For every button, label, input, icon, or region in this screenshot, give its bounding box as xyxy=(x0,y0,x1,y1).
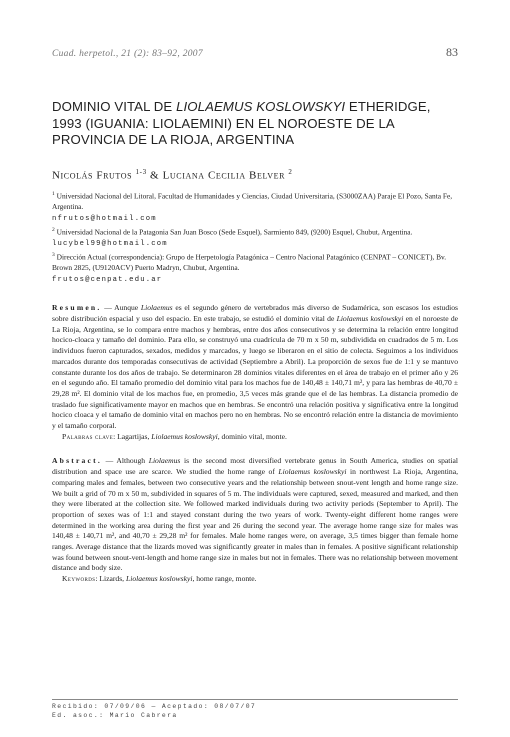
abstract-label: Abstract. xyxy=(52,456,102,466)
species-name: Liolaemus koslowskyi xyxy=(336,314,404,324)
title-species: LIOLAEMUS KOSLOWSKYI xyxy=(176,99,346,114)
author-second: Luciana Cecilia Belver xyxy=(162,169,286,182)
abstract-text: — Although xyxy=(101,456,149,466)
species-name: Liolaemus koslowskyi xyxy=(125,574,193,584)
article-title xyxy=(52,99,458,149)
resumen-text: es el segundo género de vertebrados más diverso de Sudamérica, son escasos los estudios sobre distribución espacial y uso del espacio. En este trabajo, se estudió el dominio vital de xyxy=(52,303,458,324)
author-second-affil: 2 xyxy=(288,167,293,176)
running-head xyxy=(52,0,458,60)
affiliation-number: 1 xyxy=(52,191,55,198)
keywords-text: : Lizards, xyxy=(95,574,126,584)
affiliation-text: Dirección Actual (correspondencia): Grupo de Herpetología Patagónica – Centro Nacional Patagónico (CENPAT – CONICET), Bv. Brown 2825, (U9120ACV) Puerto Madryn, Chubut, Argentina. xyxy=(52,252,447,273)
affiliation-text: Universidad Nacional de la Patagonia San Juan Bosco (Sede Esquel), Sarmiento 849, (9200) Esquel, Chubut, Argentina. xyxy=(56,227,413,237)
affiliation-3 xyxy=(52,250,458,285)
affiliation-2 xyxy=(52,225,458,250)
genus-name: Liolaemus xyxy=(148,456,181,466)
affiliation-email[interactable]: frutos@cenpat.edu.ar xyxy=(52,275,163,284)
footer-rule xyxy=(52,699,458,700)
species-name: Liolaemus koslowskyi xyxy=(278,467,347,477)
palabras-clave xyxy=(62,432,458,443)
genus-name: Liolaemus xyxy=(140,303,173,313)
affiliation-1 xyxy=(52,189,458,224)
title-suffix: ETHERIDGE, 1993 (IGUANIA: LIOLAEMINI) EN EL NOROESTE DE LA PROVINCIA DE LA RIOJA, ARGENTINA xyxy=(52,99,431,147)
received-accepted: Recibido: 07/09/06 — Aceptado: 08/07/07 xyxy=(52,703,257,710)
author-separator: & xyxy=(150,169,160,182)
author-first-affil: 1-3 xyxy=(135,167,147,176)
keywords-text: , home range, monte. xyxy=(192,574,257,584)
resumen-paragraph xyxy=(52,303,458,431)
affiliation-number: 2 xyxy=(52,226,55,233)
affiliation-email[interactable]: lucybel99@hotmail.com xyxy=(52,239,168,248)
keywords-label: Palabras clave xyxy=(62,431,114,441)
resumen-text: en el noroeste de La Rioja, Argentina, se lo compara entre machos y hembras, entre dos años consecutivos y se determina la relación entre longitud hocico-cloaca y tamaño del dominio. Para ello, se construyó una cuadrícula de 70 m x 50 m, subdividida en cuadrados de 5 m. Los individuos fueron capturados, sexados, medidos y marcados, y luego se liberaron en el sitio de colecta. Seguimos a los individuos marcados durante dos temporadas consecutivas de actividad (Septiembre a Abril). La proporción de sexos fue de 1:1 y se mantuvo constante durante los dos años de trabajo. Se determinaron 28 dominios vitales diferentes en el área de trabajo en el primer año y 26 en el segundo año. El tamaño promedio del dominio vital para los machos fue de 140,48 ± 140,71 m², y para las hembras de 40,70 ± 29,28 m². El dominio vital de los machos fue, en promedio, 3,5 veces más grande que el de las hembras. La distancia promedio de traslado fue significativamente mayor en machos que en hembras. Se encontró una relación positiva y significativa entre la longitud hocico cloaca y el tamaño de dominio vital en machos pero no en hembras. No se encontró relación entre la distancia de movimiento y el tamaño corporal. xyxy=(52,314,458,431)
title-prefix: DOMINIO VITAL DE xyxy=(52,99,177,114)
affiliation-number: 3 xyxy=(52,252,55,259)
affiliation-email[interactable]: nfrutos@hotmail.com xyxy=(52,214,157,223)
author-line xyxy=(52,168,458,182)
affiliation-text: Universidad Nacional del Litoral, Facultad de Humanidades y Ciencias, Ciudad Universitaria, (S3000ZAA) Paraje El Pozo, Santa Fe, Argentina. xyxy=(52,191,453,212)
resumen-label: Resumen. xyxy=(52,303,102,313)
submission-dates xyxy=(52,703,256,720)
associate-editor: Ed. asoc.: Mario Cabrera xyxy=(52,711,178,719)
page-number: 83 xyxy=(446,45,458,59)
affiliations xyxy=(52,189,458,285)
abstract-text: in northwest La Rioja, Argentina, comparing males and females, between two consecutive years and the relationship between snout-vent length and home range size. We built a grid of 70 m x 50 m, subdivided in squares of 5 m. The individuals were captured, sexed, measured and marked, and then they were liberated at the collection site. We followed marked individuals during two activity periods (September to April). The proportion of sexes was of 1:1 and stayed constant during the two years of work. Twenty-eight different home ranges were determined in the working area during the first year and 26 during the second year. The average home range size for males was 140,48 ± 140,71 m², and 40,70 ± 29,28 m² for females. Male home ranges were, on average, 3,5 times bigger than female home ranges. Average distance that the lizards moved was significantly greater in males than in females. A positive significant relationship was found between snout-vent-length and home range size in males but not in females. There was no relationship between movement distance and body size. xyxy=(52,467,458,573)
resumen-text: — Aunque xyxy=(101,303,141,313)
keywords-text: : Lagartijas, xyxy=(113,431,152,441)
keywords xyxy=(62,574,458,585)
abstract-text: is the second most diversified vertebrate genus in South America, studies on spatial distribution and space use are scarce. We studied the home range of xyxy=(52,456,459,477)
species-name: Liolaemus koslowskyi xyxy=(151,431,218,441)
abstracts xyxy=(52,303,458,585)
keywords-label: Keywords xyxy=(62,574,96,584)
keywords-text: , dominio vital, monte. xyxy=(217,431,287,441)
abstract-paragraph xyxy=(52,456,458,574)
journal-citation: Cuad. herpetol., 21 (2): 83–92, 2007 xyxy=(52,49,203,59)
author-first: Nicolás Frutos xyxy=(52,169,133,182)
